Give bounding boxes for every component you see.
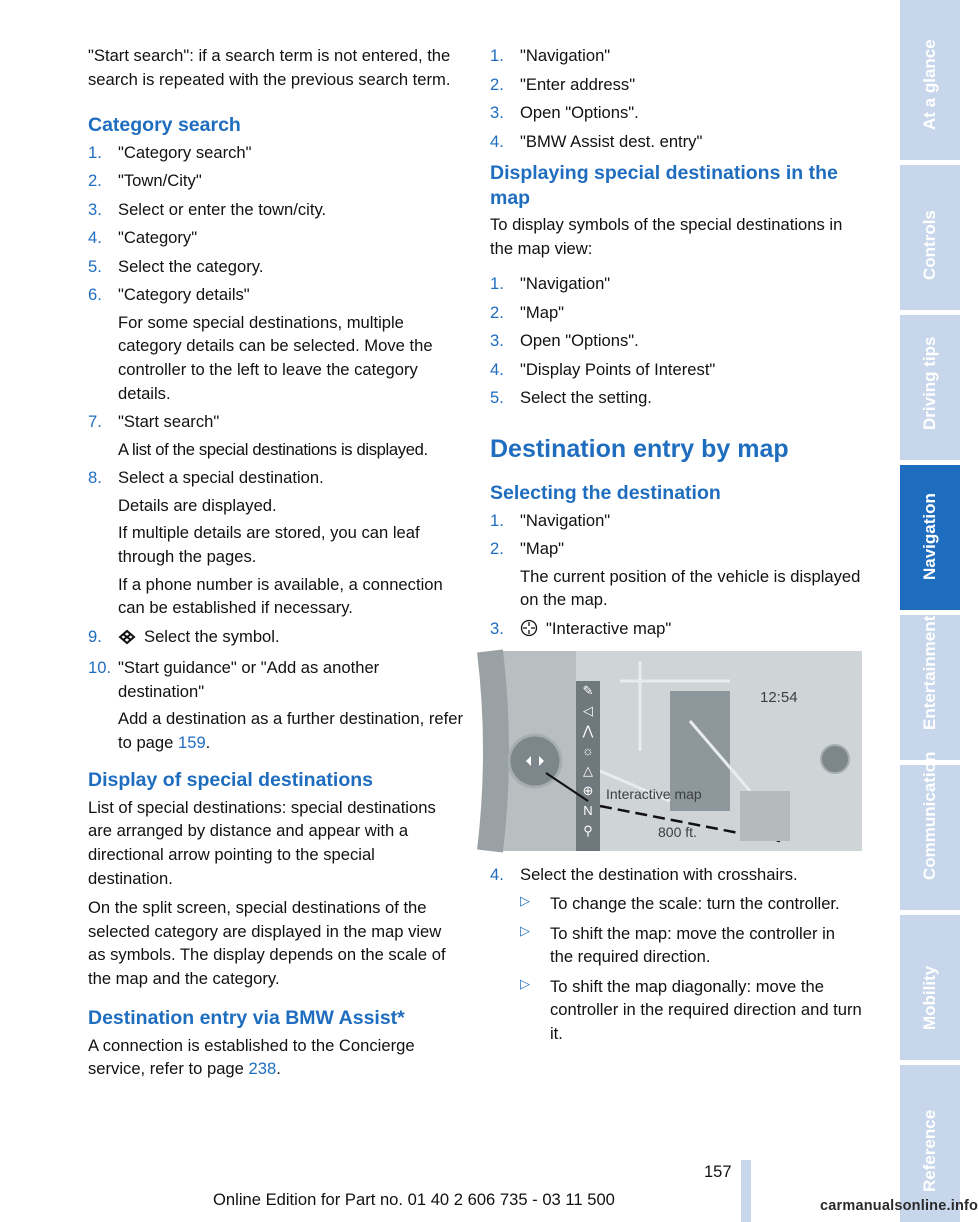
paragraph: On the split screen, special destinations of the selected category are displayed in the map view as symbols. The display depends on the scale of the map and the category. <box>88 898 446 988</box>
tab-driving-tips[interactable]: Driving tips <box>900 315 960 460</box>
category-search-heading: Category search <box>88 114 241 137</box>
list-item: 5. Select the category. <box>88 256 264 276</box>
list-item: 8. Select a special destination. Details are displayed. If multiple details are stored, you can leaf through the pages. If a phone number is available, a connection can be established if necessary. <box>88 468 443 618</box>
tab-mobility[interactable]: Mobility <box>900 915 960 1060</box>
assist-steps <box>490 44 862 153</box>
selecting-destination-heading: Selecting the destination <box>490 482 721 505</box>
north-icon[interactable]: N <box>583 803 593 819</box>
edition-footer: Online Edition for Part no. 01 40 2 606 735 - 03 11 500 <box>213 1190 615 1209</box>
page-number: 157 <box>704 1163 732 1181</box>
dest-by-map-heading: Destination entry by map <box>490 434 789 463</box>
list-item: 2. "Map" The current position of the vehicle is displayed on the map. <box>490 539 861 610</box>
list-item: 9. Select the symbol. <box>88 625 463 652</box>
dest-by-map-steps <box>490 509 862 644</box>
map-time: 12:54 <box>760 689 798 707</box>
list-item: ▷ To shift the map: move the controller in the required direction. <box>520 922 835 967</box>
settings-icon[interactable]: ✎ <box>582 683 594 699</box>
category-search-steps <box>88 141 463 755</box>
watermark: carmanualsonline.info <box>820 1198 978 1214</box>
tab-reference[interactable]: Reference <box>900 1065 960 1222</box>
map-scale: 800 ft. <box>658 824 697 841</box>
list-item: 2. "Enter address" <box>490 74 636 94</box>
list-item: 4. "Category" <box>88 228 198 248</box>
list-item: 1. "Navigation" <box>490 510 611 530</box>
list-item: 3. Select or enter the town/city. <box>88 199 327 219</box>
list-item: 1. "Navigation" <box>490 274 611 294</box>
left-column <box>88 44 463 1087</box>
interactive-map-screenshot <box>490 651 862 851</box>
list-item: 6. "Category details" For some special destinations, multiple category details can be selected. Move the controller to the left to leave the category details. <box>88 285 433 403</box>
page-bar <box>741 1160 751 1222</box>
list-item: 3. Open "Options". <box>490 103 639 123</box>
list-item: 7. "Start search" A list of the special destinations is displayed. <box>88 412 428 459</box>
tab-at-a-glance[interactable]: At a glance <box>900 0 960 160</box>
page-link-238[interactable]: 238 <box>248 1059 277 1079</box>
list-item: 2. "Town/City" <box>88 171 202 191</box>
tab-communication[interactable]: Communication <box>900 765 960 910</box>
list-item: 1. "Navigation" <box>490 46 611 65</box>
bmw-assist-heading: Destination entry via BMW Assist* <box>88 1007 405 1030</box>
special-destination-icon <box>118 628 136 652</box>
step-4 <box>490 863 862 887</box>
list-item: 10. "Start guidance" or "Add as another destination" Add a destination as a further destination, refer to page 159. <box>88 658 463 752</box>
list-item: ▷ To change the scale: turn the controller. <box>520 892 840 913</box>
crosshair-icon[interactable]: ⊕ <box>582 783 594 799</box>
paragraph: List of special destinations: special destinations are arranged by distance and appear with a directional arrow pointing to the special destination. <box>88 797 436 888</box>
intro-paragraph: "Start search": if a search term is not entered, the search is repeated with the previous search term. <box>88 46 451 89</box>
tab-controls[interactable]: Controls <box>900 165 960 310</box>
tab-navigation[interactable]: Navigation <box>900 465 960 610</box>
list-item: 4. "BMW Assist dest. entry" <box>490 131 703 151</box>
list-item: 3. "Interactive map" <box>490 617 862 644</box>
list-item: 2. "Map" <box>490 302 565 322</box>
displaying-special-steps <box>490 272 862 410</box>
list-item: ▷ To shift the map diagonally: move the controller in the required direction and turn it. <box>520 975 862 1043</box>
crosshair-icon <box>520 619 538 644</box>
triangle-bullet-icon: ▷ <box>520 892 530 908</box>
paragraph: To display symbols of the special destinations in the map view: <box>490 215 843 258</box>
displaying-special-heading: Displaying special destinations in the map <box>490 162 838 209</box>
paragraph: A connection is established to the Concierge service, refer to page 238. <box>88 1035 415 1079</box>
list-item: 4. Select the destination with crosshairs. <box>490 865 798 885</box>
voice-icon[interactable]: ◁ <box>583 703 593 719</box>
tab-entertainment[interactable]: Entertainment <box>900 615 960 760</box>
map-menu-icons <box>576 681 600 851</box>
right-column <box>490 44 862 1051</box>
traffic-icon[interactable]: ⋀ <box>582 723 594 739</box>
chapter-sidebar <box>900 0 960 1222</box>
page-link-159[interactable]: 159 <box>177 732 206 752</box>
list-item: 5. Select the setting. <box>490 388 652 408</box>
triangle-bullet-icon: ▷ <box>520 922 530 938</box>
map-interactive-label: Interactive map <box>606 786 702 803</box>
sun-icon[interactable]: ☼ <box>582 743 594 759</box>
list-item: 4. "Display Points of Interest" <box>490 359 716 379</box>
bullet-list <box>490 892 862 1045</box>
list-item: 1. "Category search" <box>88 142 252 162</box>
warning-icon[interactable]: △ <box>583 763 593 779</box>
zoom-icon[interactable]: ⚲ <box>583 823 593 839</box>
list-item: 3. Open "Options". <box>490 331 639 351</box>
display-special-heading: Display of special destinations <box>88 769 373 792</box>
triangle-bullet-icon: ▷ <box>520 975 530 991</box>
